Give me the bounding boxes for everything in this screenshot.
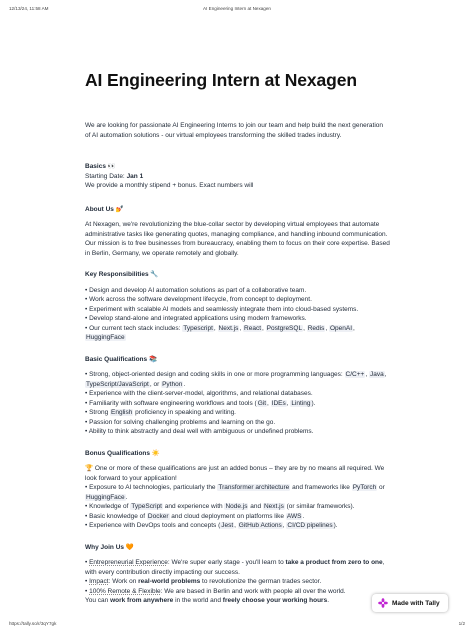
orange-heart-icon: 🧡 <box>125 543 134 551</box>
list-item: • Experiment with scalable AI models and seamlessly integrate them into cloud-based systems. <box>85 305 359 313</box>
responsibilities-heading: Key Responsibilities 🔧 <box>85 271 159 278</box>
about-heading: About Us 💅 <box>85 205 124 213</box>
list-item: You can work from anywhere in the world and freely choose your working hours. <box>85 597 329 604</box>
why-list <box>85 558 390 606</box>
nail-polish-icon: 💅 <box>115 205 124 213</box>
page-title: AI Engineering Intern at Nexagen <box>85 70 357 90</box>
bonus-note: 🏆 One or more of these qualifications are just an added bonus – they are by no means all required. We look forward to your application! <box>85 465 385 482</box>
tally-badge-label: Made with Tally <box>392 599 440 607</box>
list-item: • Ability to think abstractly and deal well with ambiguous or undefined problems. <box>85 428 314 435</box>
tech-chip: React <box>244 324 262 332</box>
about-text: At Nexagen, we're revolutionizing the blue-collar sector by developing virtual employees that automate administrative tasks like generating quotes, managing compliance, and handling inbound communication. Our mission is to free businesses from bureaucracy, enabling them to focus on their core expertise. Based in Berlin, Germany, we operate remotely and globally. <box>85 221 390 257</box>
stipend-text: We provide a monthly stipend + bonus. Exact numbers will <box>85 182 254 189</box>
list-item: • Basic knowledge of Docker and cloud deployment on platforms like AWS. <box>85 512 305 520</box>
responsibilities-list <box>85 286 390 343</box>
tech-chip: Redis <box>307 324 325 332</box>
tally-flower-icon <box>378 598 388 608</box>
list-item: • Familiarity with software engineering workflows and tools (Git, IDEs, Linting). <box>85 399 316 407</box>
list-item: • Entrepreneurial Experience: We're super early stage - you'll learn to take a product from zero to one, with every contribution directly impacting our success. <box>85 559 385 576</box>
made-with-tally-badge[interactable] <box>372 594 448 612</box>
tech-chip: Next.js <box>218 324 239 332</box>
why-heading: Why Join Us 🧡 <box>85 543 134 551</box>
list-item: • Design and develop AI automation solutions as part of a collaborative team. <box>85 286 307 294</box>
list-item: • Passion for solving challenging problems and learning on the go. <box>85 418 276 426</box>
tech-chip: PostgreSQL <box>266 324 303 332</box>
list-item: • Strong English proficiency in speaking and writing. <box>85 409 236 416</box>
starting-date: Starting Date: Jan 1 <box>85 172 144 180</box>
print-url: https://tally.so/r/3qY7gk <box>9 621 57 626</box>
list-item: • Experience with the client-server-model, algorithms, and relational databases. <box>85 390 313 397</box>
tech-chip: Typescript <box>183 324 213 332</box>
trophy-icon: 🏆 <box>85 465 94 472</box>
qualifications-list <box>85 370 390 437</box>
books-icon: 📚 <box>148 355 158 363</box>
basics-heading: Basics 👀 <box>85 163 116 170</box>
print-datetime: 12/13/24, 11:58 AM <box>9 6 49 11</box>
list-item: • Experience with DevOps tools and concepts (Jest, GitHub Actions, CI/CD pipelines). <box>85 522 338 529</box>
qualifications-heading: Basic Qualifications 📚 <box>85 355 158 363</box>
bonus-list <box>85 464 390 531</box>
tech-chip: HuggingFace <box>86 334 125 341</box>
bonus-heading: Bonus Qualifications ☀️ <box>85 449 160 457</box>
eyes-icon: 👀 <box>107 163 116 170</box>
list-item: • Exposure to AI technologies, particularly the Transformer architecture and frameworks like PyTorch or HuggingFace. <box>85 484 385 501</box>
form-content <box>85 70 390 606</box>
list-item: • Knowledge of TypeScript and experience with Node.js and Next.js (or similar frameworks). <box>85 503 355 510</box>
tech-stack-item: • Our current tech stack includes: Typescript, Next.js, React, PostgreSQL, Redis, OpenAI, HuggingFace <box>85 324 355 341</box>
list-item: • Impact: Work on real-world problems to revolutionize the german trades sector. <box>85 578 322 585</box>
list-item: • Develop stand-alone and integrated applications using modern frameworks. <box>85 315 307 322</box>
basics-section <box>85 162 390 191</box>
print-page-title: AI Engineering Intern at Nexagen <box>203 6 271 11</box>
wrench-icon: 🔧 <box>150 271 159 278</box>
tech-chip: OpenAI <box>329 324 352 332</box>
intro-text: We are looking for passionate AI Engineering Interns to join our team and help build the next generation of AI automation solutions - our virtual employees transforming the skilled trades industry. <box>85 122 383 139</box>
list-item: • Work across the software development lifecycle, from concept to deployment. <box>85 296 312 303</box>
print-page-number: 1/2 <box>458 621 465 626</box>
list-item: • Strong, object-oriented design and coding skills in one or more programming languages: C/C++, Java, TypeScript/JavaScript, or Python. <box>85 371 387 388</box>
sun-icon: ☀️ <box>151 449 160 457</box>
list-item: • 100% Remote & Flexible: We are based in Berlin and work with people all over the world. <box>85 587 346 595</box>
